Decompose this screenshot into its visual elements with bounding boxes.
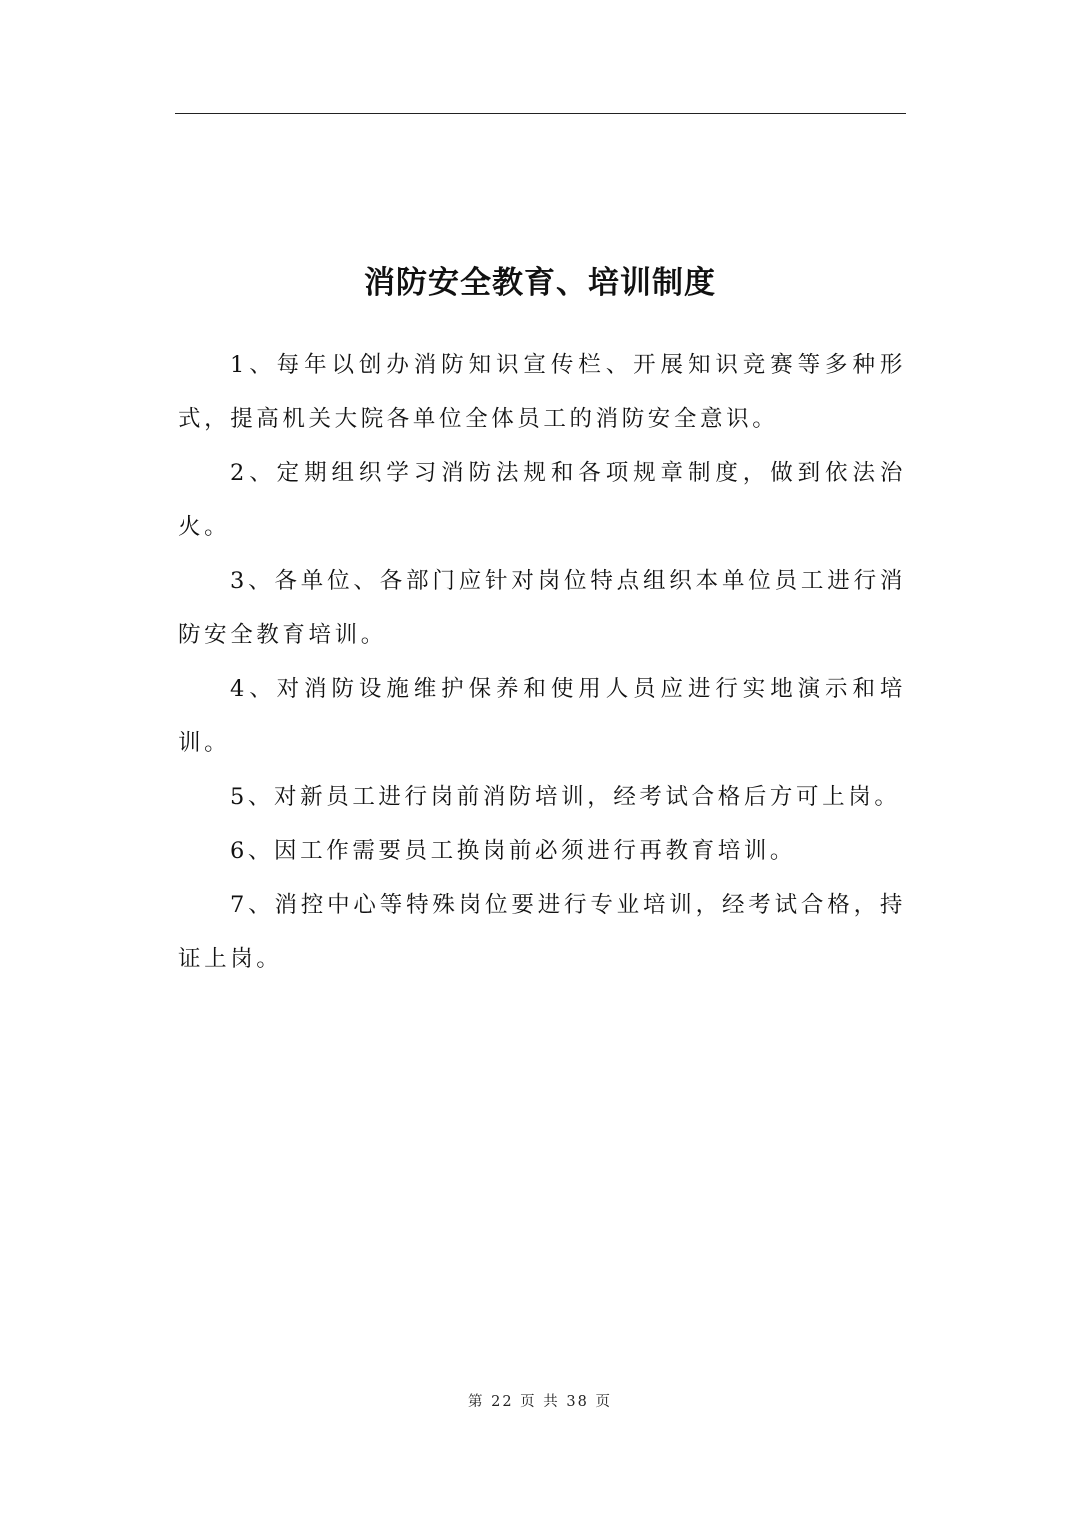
paragraph-6: 6、因工作需要员工换岗前必须进行再教育培训。 — [230, 838, 797, 864]
paragraph-1: 1、每年以创办消防知识宣传栏、开展知识竞赛等多种形式，提高机关大院各单位全体员工的消防安全意识。 — [178, 352, 906, 432]
document-title: 消防安全教育、培训制度 — [364, 265, 716, 301]
paragraph-7: 7、消控中心等特殊岗位要进行专业培训，经考试合格，持证上岗。 — [178, 892, 906, 972]
paragraph-5: 5、对新员工进行岗前消防培训，经考试合格后方可上岗。 — [230, 784, 901, 810]
page-number-footer: 第 22 页 共 38 页 — [468, 1394, 612, 1410]
header-rule — [175, 113, 906, 114]
paragraph-4: 4、对消防设施维护保养和使用人员应进行实地演示和培训。 — [178, 676, 906, 756]
paragraph-3: 3、各单位、各部门应针对岗位特点组织本单位员工进行消防安全教育培训。 — [178, 568, 906, 648]
document-body — [178, 338, 906, 986]
paragraph-2: 2、定期组织学习消防法规和各项规章制度，做到依法治火。 — [178, 460, 906, 540]
